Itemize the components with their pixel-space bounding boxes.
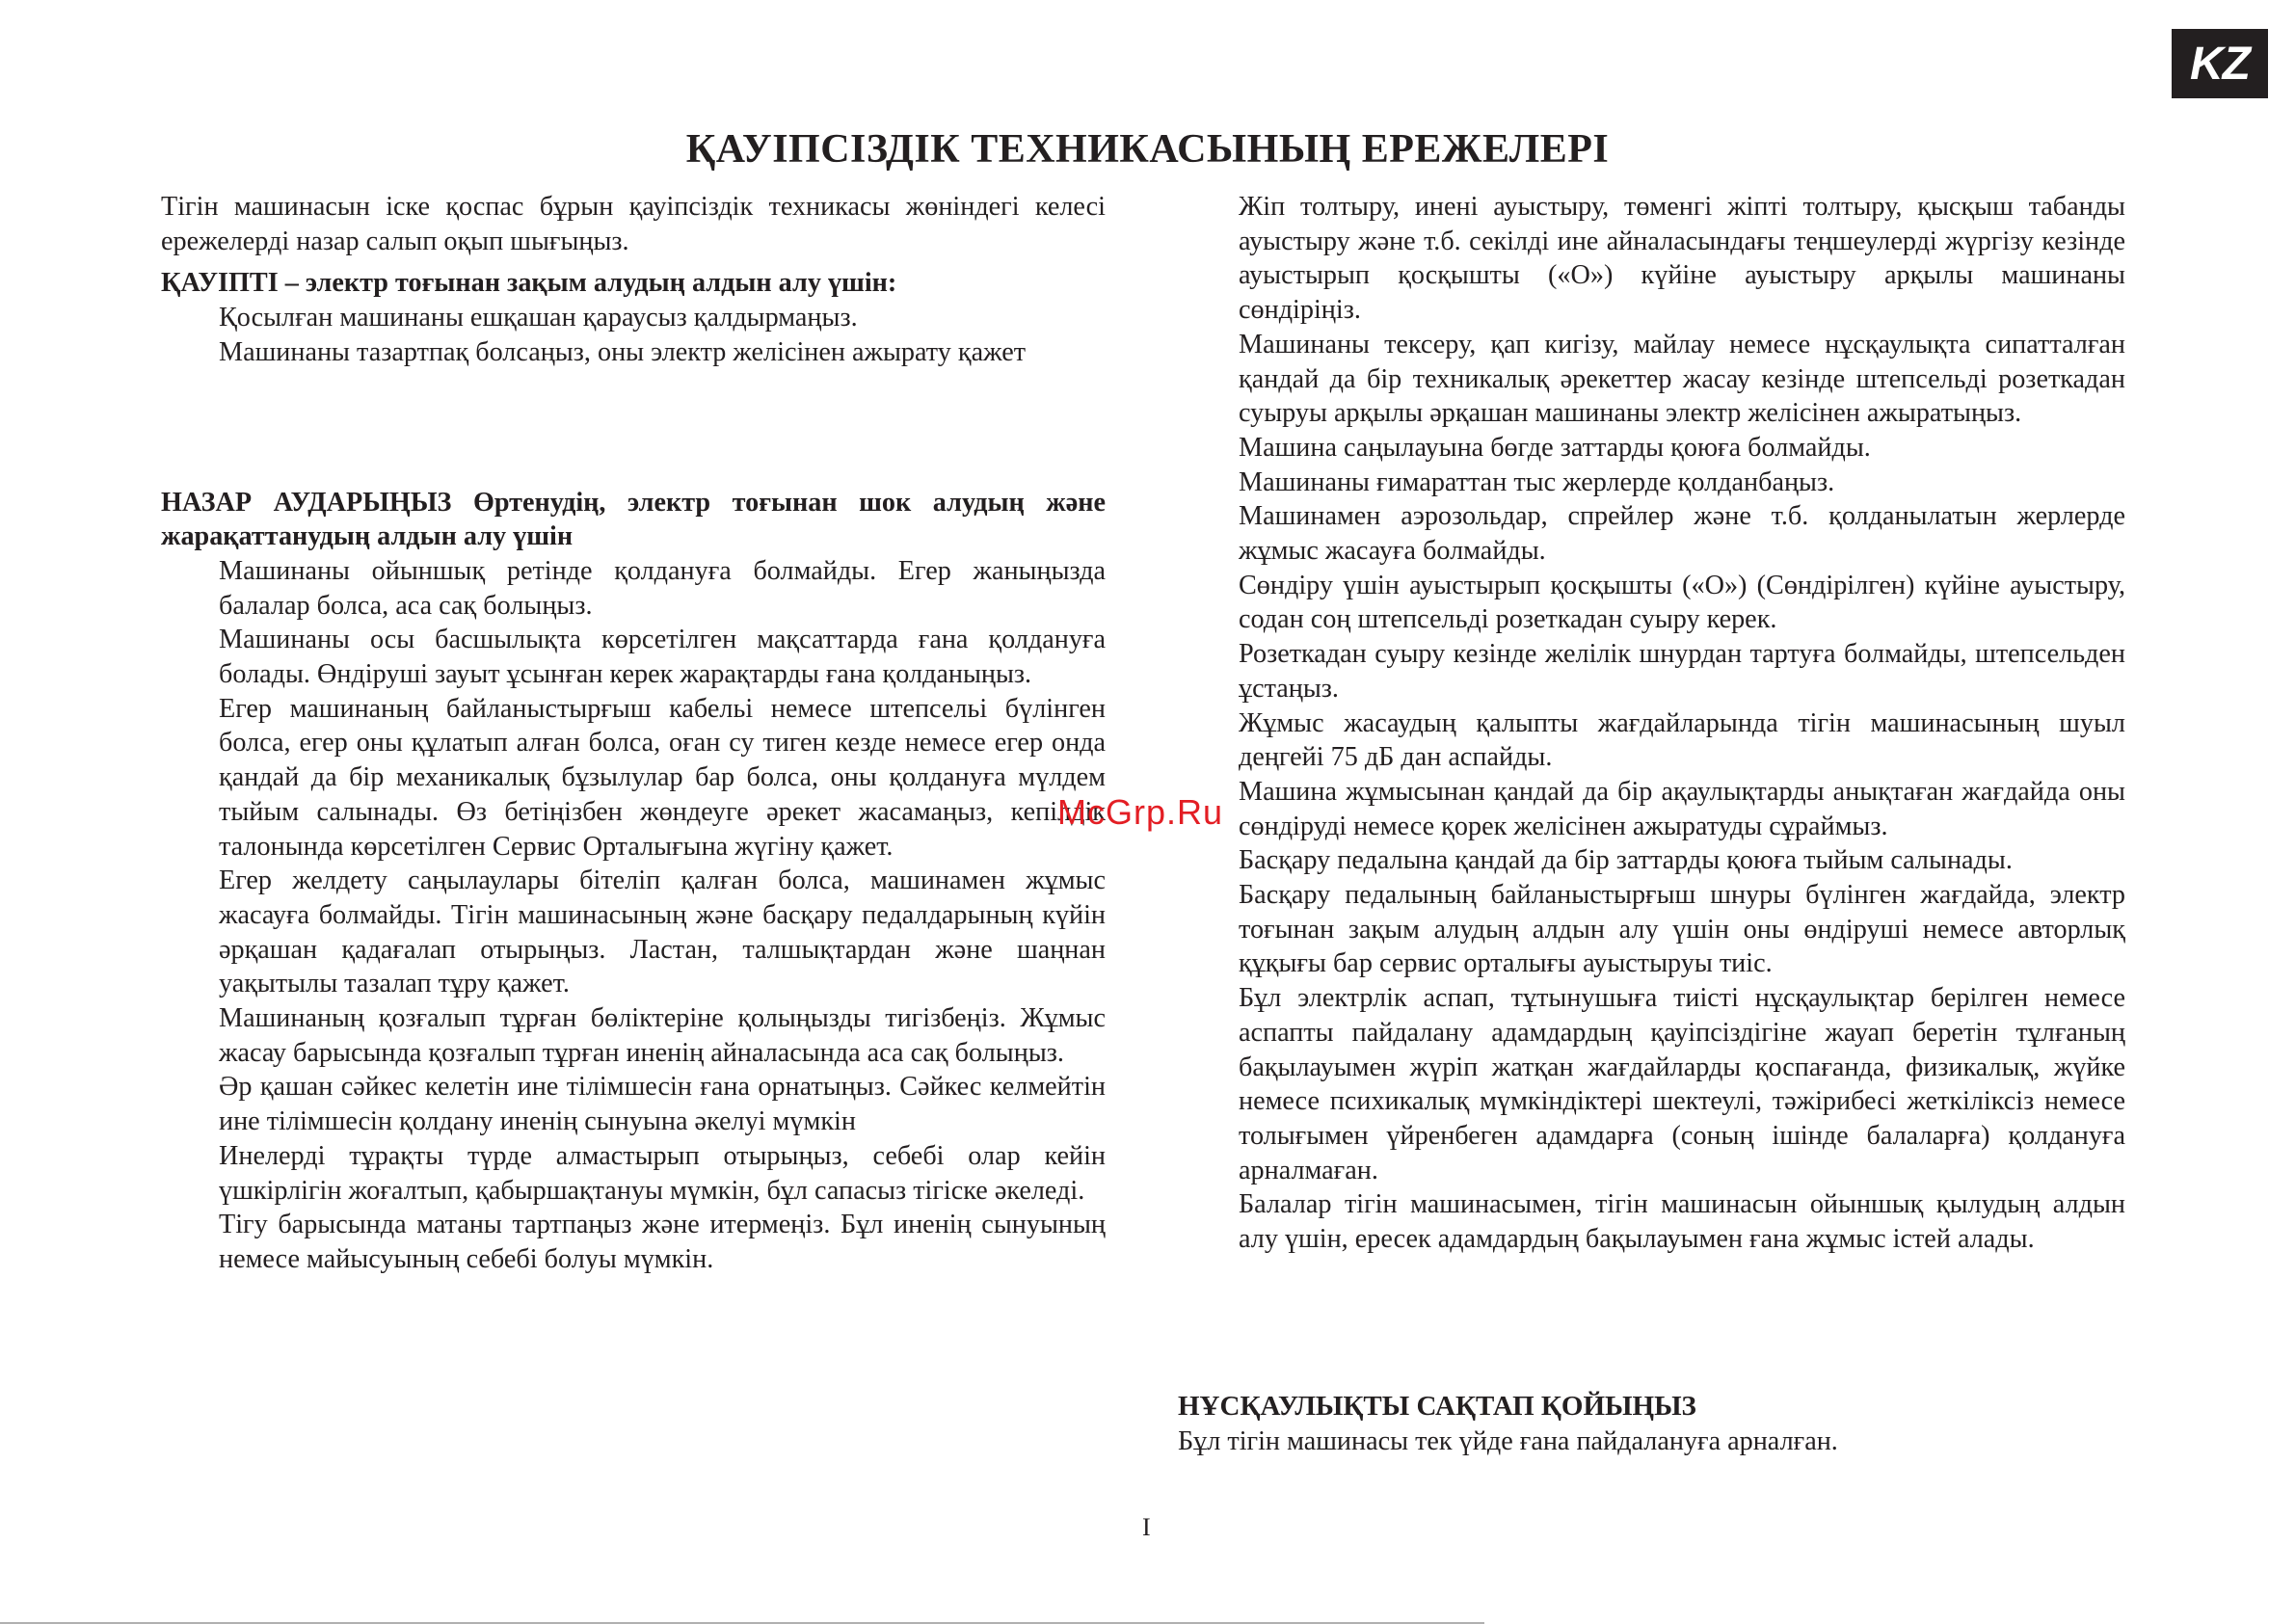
intro-paragraph: Тігін машинасын іске қоспас бұрын қауіпсіздік техникасы жөніндегі келесі ережелерді назар салып оқып шығыңыз.	[161, 192, 1106, 256]
rule-item: Басқару педалына қандай да бір заттарды қоюға тыйым салынады.	[1239, 845, 2013, 876]
rule-item: Бұл электрлік аспап, тұтынушыға тиісті нұсқаулықтар берілген немесе аспапты пайдалану адамдардың қауіпсіздігіне жауап беретін тұлғаның бақылауымен жүріп жатқан жағдайларды қоспағанда, физикалық, жүйке немесе психикалық мүмкіндіктері шектеулі, тәжірибесі жеткіліксіз немесе толығымен үйренбеген адамдарға (соның ішінде балаларға) қолдануға арналмаған.	[1239, 983, 2125, 1185]
rule-item: Машинаны ғимараттан тыс жерлерде қолданбаңыз.	[1239, 466, 1835, 497]
attention-item: Машинаны осы басшылықта көрсетілген мақсаттарда ғана қолдануға болады. Өндіруші зауыт ұсынған керек жарақтарды ғана қолданыңыз.	[219, 625, 1106, 690]
danger-heading-rest: – электр тоғынан зақым алудың алдын алу үшін:	[278, 268, 897, 299]
page-number: I	[1142, 1513, 1151, 1541]
rule-item: Балалар тігін машинасымен, тігін машинасын ойыншық қылудың алдын алу үшін, ересек адамдардың бақылауымен ғана жұмыс істей алады.	[1239, 1189, 2125, 1255]
rule-item: Жіп толтыру, инені ауыстыру, төменгі жіпті толтыру, қысқыш табанды ауыстыру және т.б. секілді ине айналасындағы теңшеулерді жүргізу кезінде ауыстырып қосқышты («О») күйіне ауыстыру арқылы машинаны сөндіріңіз.	[1239, 192, 2125, 326]
attention-item: Машинаны ойыншық ретінде қолдануға болмайды. Егер жаныңызда балалар болса, аса сақ болыңыз.	[219, 555, 1106, 621]
rule-item: Машина жұмысынан қандай да бір ақаулықтарды анықтаған жағдайда оны сөндіруді немесе қорек желісінен ажыратуды сұраймыз.	[1239, 776, 2125, 841]
danger-heading	[161, 266, 1106, 301]
rule-item: Жұмыс жасаудың қалыпты жағдайларында тігін машинасының шуыл деңгейі 75 дБ дан аспайды.	[1239, 707, 2125, 773]
danger-item: Қосылған машинаны ешқашан қараусыз қалдырмаңыз.	[219, 303, 858, 333]
rule-item: Басқару педалының байланыстырғыш шнуры бүлінген жағдайда, электр тоғынан зақым алудың алдын алу үшін оны өндіруші немесе авторлық құқығы бар сервис орталығы ауыстыруы тиіс.	[1239, 880, 2125, 979]
rule-item: Машинаны тексеру, қап кигізу, майлау немесе нұсқаулықта сипатталған қандай да бір техникалық әрекеттер жасау кезінде штепсельді розеткадан суыруы арқылы әрқашан машинаны электр желісінен ажыратыңыз.	[1239, 329, 2125, 429]
attention-item: Машинаның қозғалып тұрған бөліктеріне қолыңызды тигізбеңіз. Жұмыс жасау барысында қозғалып тұрған иненің айналасында аса сақ болыңыз.	[219, 1003, 1106, 1068]
rule-item: Машинамен аэрозольдар, спрейлер және т.б. қолданылатын жерлерде жұмыс жасауға болмайды.	[1239, 501, 2125, 567]
save-instructions-section	[1178, 1390, 2142, 1458]
page-title: ҚАУІПСІЗДІК ТЕХНИКАСЫНЫҢ ЕРЕЖЕЛЕРІ	[685, 127, 1610, 172]
attention-item: Тігу барысында матаны тартпаңыз және итермеңіз. Бұл иненің сынуының немесе майысуының себебі болуы мүмкін.	[219, 1210, 1106, 1274]
rule-item: Розеткадан суыру кезінде желілік шнурдан тартуға болмайды, штепсельден ұстаңыз.	[1239, 639, 2125, 704]
attention-list	[161, 554, 1106, 1277]
danger-label: ҚАУІПТІ	[161, 268, 279, 299]
attention-item: Әр қашан сәйкес келетін ине тілімшесін ғана орнатыңыз. Сәйкес келмейтін ине тілімшесін қолдану иненің сынуына әкелуі мүмкін	[219, 1072, 1106, 1137]
attention-heading: НАЗАР АУДАРЫҢЫЗ Өртенудің, электр тоғынан шок алудың және жарақаттанудың алдын алу үшін	[161, 487, 1106, 552]
danger-item: Машинаны тазартпақ болсаңыз, оны электр желісінен ажырату қажет	[219, 336, 1027, 367]
watermark: McGrp.Ru	[1057, 792, 1224, 832]
rule-item: Сөндіру үшін ауыстырып қосқышты («О») (Сөндірілген) күйіне ауыстыру, содан соң штепсельді розеткадан суыру керек.	[1239, 570, 2125, 635]
save-instructions-text: Бұл тігін машинасы тек үйде ғана пайдалануға арналған.	[1178, 1425, 1838, 1456]
left-column	[161, 190, 1106, 1277]
language-badge: KZ	[2172, 29, 2268, 98]
save-instructions-heading: НҰСҚАУЛЫҚТЫ САҚТАП ҚОЙЫҢЫЗ	[1178, 1391, 1696, 1422]
rule-item: Машина саңылауына бөгде заттарды қоюға болмайды.	[1239, 432, 1871, 463]
attention-item: Егер машинаның байланыстырғыш кабельі немесе штепсельі бүлінген болса, егер оны құлатып алған болса, оған су тиген кезде немесе егер онда қандай да бір механикалық бұзылулар бар болса, оны қолдануға мүлдем тыйым салынады. Өз бетіңізбен жөндеуге әрекет жасамаңыз, кепілдік талонында көрсетілген Сервис Орталығына жүгіну қажет.	[219, 693, 1106, 862]
right-column	[1239, 190, 2125, 1257]
attention-item: Инелерді тұрақты түрде алмастырып отырыңыз, себебі олар кейін үшкірлігін жоғалтып, қабыршақтануы мүмкін, бұл сапасыз тігіске әкеледі.	[219, 1140, 1106, 1206]
attention-item: Егер желдету саңылаулары бітеліп қалған болса, машинамен жұмыс жасауға болмайды. Тігін машинасының және басқару педалдарының күйін әрқашан қадағалап отырыңыз. Ластан, талшықтардан және шаңнан уақытылы тазалап тұру қажет.	[219, 865, 1106, 999]
